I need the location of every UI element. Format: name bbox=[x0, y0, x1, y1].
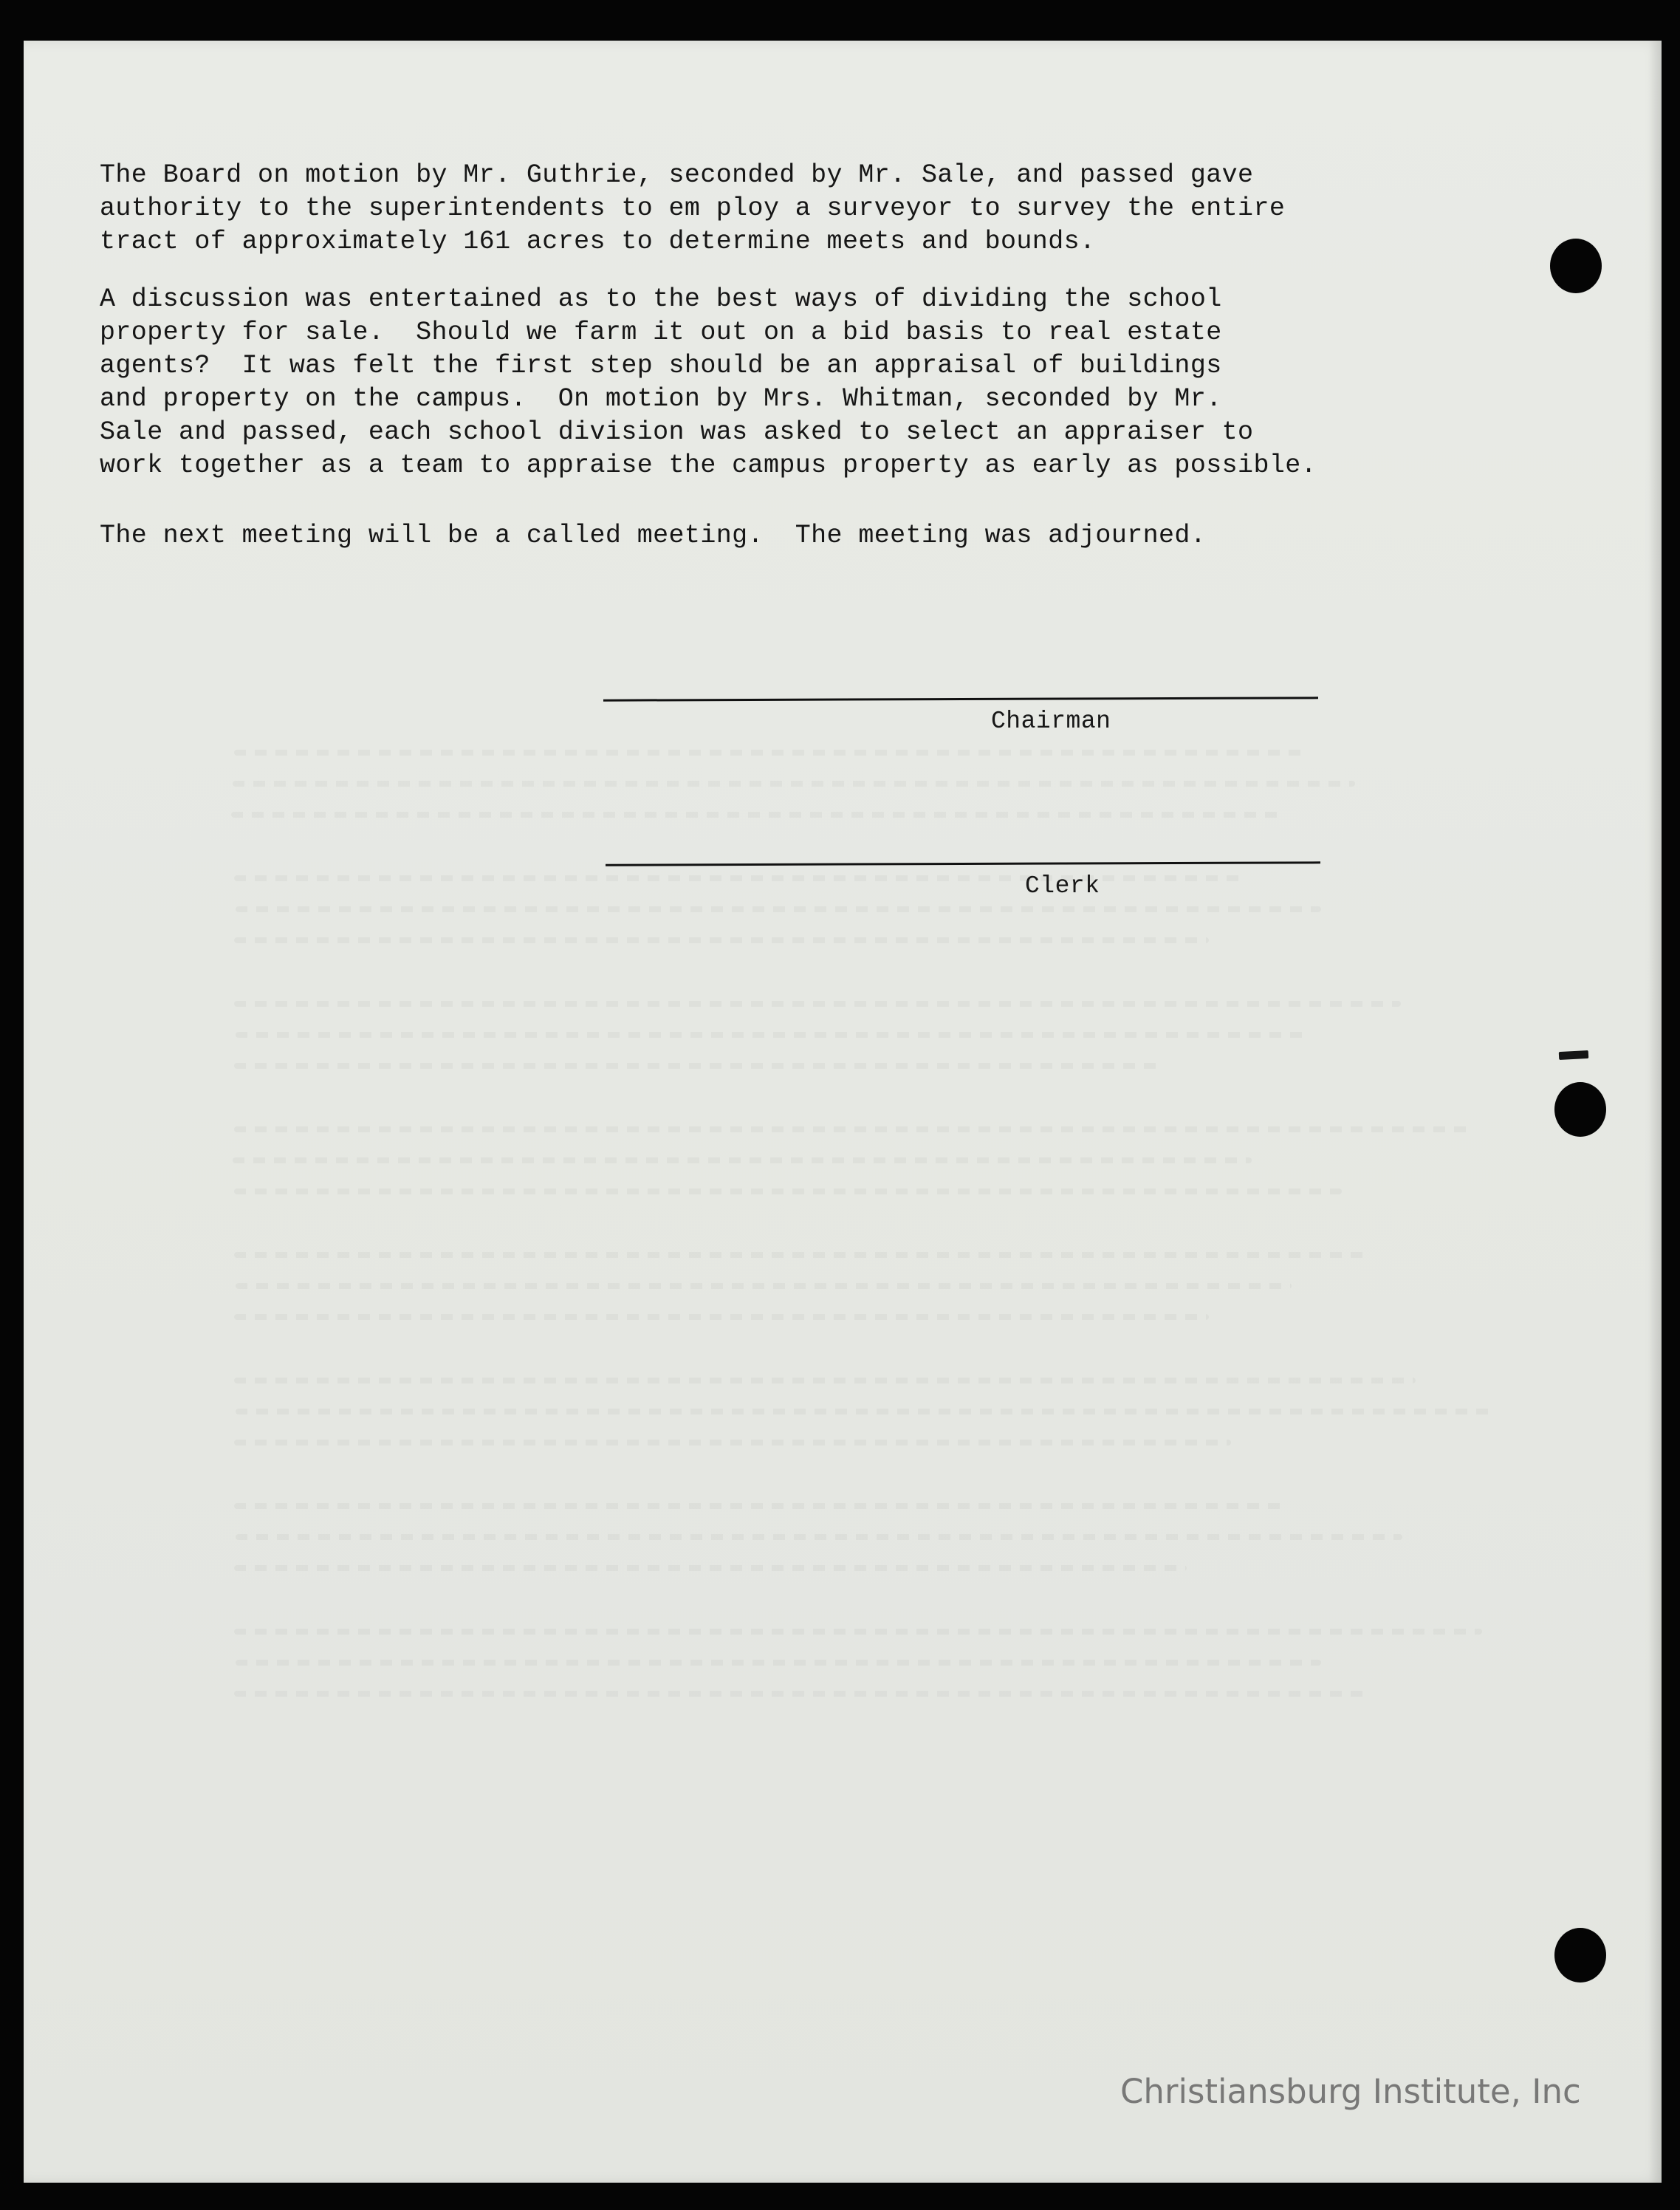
bleed-line bbox=[233, 1157, 1252, 1163]
bleed-line bbox=[234, 1503, 1283, 1509]
bleed-line bbox=[234, 1126, 1475, 1132]
punch-hole-middle bbox=[1554, 1082, 1606, 1137]
bleed-line bbox=[234, 1001, 1401, 1007]
bleed-line bbox=[234, 1252, 1371, 1258]
bleed-line bbox=[236, 1660, 1321, 1666]
bleed-line bbox=[234, 750, 1305, 756]
bleed-line bbox=[234, 1063, 1165, 1069]
bleed-line bbox=[236, 1534, 1402, 1540]
bleed-line bbox=[234, 1440, 1231, 1446]
bleed-line bbox=[233, 781, 1355, 787]
bleed-line bbox=[236, 1283, 1292, 1289]
minutes-paragraph-3: The next meeting will be a called meeting. The meeting was adjourned. bbox=[100, 521, 1207, 550]
reverse-side-bleed-through bbox=[205, 735, 1571, 1887]
document-page bbox=[24, 41, 1662, 2183]
bleed-line bbox=[234, 1691, 1371, 1697]
minutes-paragraph-1: The Board on motion by Mr. Guthrie, seconded by Mr. Sale, and passed gave authority to the superintendents to em ploy a surveyor to survey the entire tract of approximately 161 acres to determine meets and bounds. bbox=[100, 160, 1286, 256]
punch-hole-top bbox=[1550, 239, 1602, 293]
bleed-line bbox=[234, 1378, 1416, 1383]
bleed-line bbox=[234, 1565, 1187, 1571]
clerk-label: Clerk bbox=[1025, 872, 1100, 900]
bleed-line bbox=[236, 1032, 1306, 1038]
minutes-paragraph-2: A discussion was entertained as to the best ways of dividing the school property for sale. Should we farm it out on a bid basis to real estate agents? It was felt the first step should be an appraisal of buildings and property on the campus. On motion by Mrs. Whitman, seconded by Mr. Sale and passed, each school division was asked to select an appraiser to work together as a team to appraise the campus property as early as possible. bbox=[100, 284, 1317, 480]
archive-watermark: Christiansburg Institute, Inc bbox=[1120, 2072, 1581, 2111]
bleed-line bbox=[234, 1314, 1209, 1320]
tape-mark bbox=[1559, 1050, 1589, 1060]
chairman-label: Chairman bbox=[991, 708, 1111, 735]
bleed-line bbox=[234, 1629, 1482, 1635]
punch-hole-bottom bbox=[1554, 1928, 1606, 1982]
page-edge-shadow bbox=[1648, 41, 1662, 2183]
bleed-line bbox=[231, 812, 1280, 818]
bleed-line bbox=[234, 937, 1209, 943]
chairman-signature-line bbox=[603, 697, 1318, 701]
bleed-line bbox=[236, 906, 1321, 912]
bleed-line bbox=[236, 1409, 1491, 1414]
bleed-line bbox=[234, 1188, 1342, 1194]
